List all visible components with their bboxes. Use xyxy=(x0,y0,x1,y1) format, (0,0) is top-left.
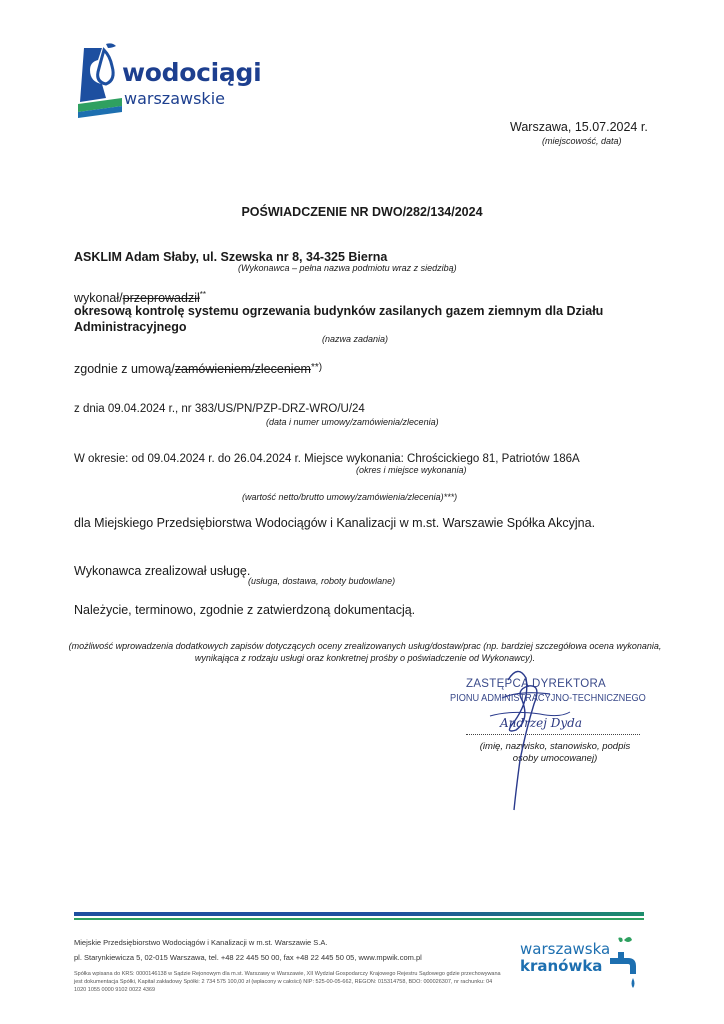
stamp-title-line1: ZASTĘPCA DYREKTORA xyxy=(466,678,607,690)
additional-notes-caption: (możliwość wprowadzenia dodatkowych zapisów dotyczących oceny zrealizowanych usług/dostaw/prac (np. bardziej szczegółowa ocena wykonania, wynikająca z rodzaju usługi oraz konkretnej prośby o poświadczenie od Wykonawcy). xyxy=(68,641,662,663)
contract-struck-text: zamówieniem/zleceniem xyxy=(174,362,311,376)
company-logo xyxy=(76,40,262,120)
place-date-caption: (miejscowość, data) xyxy=(542,136,622,146)
task-name: okresową kontrolę systemu ogrzewania budynków zasilanych gazem ziemnym dla Działu Administracyjnego xyxy=(74,304,604,334)
handwritten-signature-icon xyxy=(430,660,620,820)
water-drop-logo-icon xyxy=(76,40,126,120)
performed-struck-text: przeprowadził xyxy=(122,291,200,306)
faucet-icon xyxy=(608,934,646,994)
kranowka-brand-line2: kranówka xyxy=(520,957,603,975)
contract-suffix: **) xyxy=(310,362,323,373)
stamp-signer-name: Andrzej Dyda xyxy=(500,716,583,730)
logo-wordmark-primary: wodociągi xyxy=(122,58,262,87)
place-and-date: Warszawa, 15.07.2024 r. xyxy=(510,120,648,134)
contract-date-number: z dnia 09.04.2024 r., nr 383/US/PN/PZP-DRZ-WRO/U/24 xyxy=(74,403,365,415)
footer-contact: pl. Starynkiewicza 5, 02-015 Warszawa, tel. +48 22 445 50 00, fax +48 22 445 50 05, www.mpwik.com.pl xyxy=(74,953,422,962)
assessment-remarks: Należycie, terminowo, zgodnie z zatwierdzoną dokumentacją. xyxy=(74,603,416,617)
footer-divider-secondary xyxy=(74,918,644,920)
stamp-title-line2: PIONU ADMINISTRACYJNO-TECHNICZNEGO xyxy=(450,693,646,704)
kranowka-brand-line1: warszawska xyxy=(520,940,611,958)
task-caption: (nazwa zadania) xyxy=(322,334,389,344)
document-title: POŚWIADCZENIE NR DWO/282/134/2024 xyxy=(241,205,483,219)
period-caption: (okres i miejsce wykonania) xyxy=(356,465,467,475)
contract-line xyxy=(74,362,322,376)
logo-wordmark-secondary: warszawskie xyxy=(124,89,225,108)
contract-prefix: zgodnie z umową/ xyxy=(74,362,175,376)
contractor-name: ASKLIM Adam Słaby, ul. Szewska nr 8, 34-325 Bierna xyxy=(74,250,388,264)
contractor-caption: (Wykonawca – pełna nazwa podmiotu wraz z siedzibą) xyxy=(238,263,457,273)
performed-label: wykonał/ xyxy=(74,291,123,306)
footer-company-name: Miejskie Przedsiębiorstwo Wodociągów i Kanalizacji w m.st. Warszawie S.A. xyxy=(74,938,328,947)
footer-divider-primary xyxy=(74,912,644,916)
period-and-location: W okresie: od 09.04.2024 r. do 26.04.2024 r. Miejsce wykonania: Chrościckiego 81, Patriotów 186A xyxy=(74,453,580,465)
service-caption: (usługa, dostawa, roboty budowlane) xyxy=(248,576,396,586)
kranowka-brand xyxy=(516,934,646,994)
beneficiary-line: dla Miejskiego Przedsiębiorstwa Wodociągów i Kanalizacji w m.st. Warszawie Spółka Akcyjna. xyxy=(74,516,596,530)
contract-date-caption: (data i numer umowy/zamówienia/zlecenia) xyxy=(266,417,439,427)
value-caption: (wartość netto/brutto umowy/zamówienia/zlecenia)***) xyxy=(242,492,458,502)
footer-legal-info: Spółka wpisana do KRS: 0000146138 w Sądzie Rejonowym dla m.st. Warszawy w Warszawie, XII Wydział Gospodarczy Krajowego Rejestru Sądowego gdzie przechowywana jest dokumentacja Spółki, Kapitał zakładowy Spółki: 2 734 575 100,00 zł (wpłacony w całości) NIP: 525-00-05-662, REGON: 015314758, BDO: 000026307, nr rachunku: 04 1020 1055 0000 9102 0022 4369 xyxy=(74,971,501,993)
signature-caption: (imię, nazwisko, stanowisko, podpis osoby umocowanej) xyxy=(479,741,631,764)
service-statement: Wykonawca zrealizował usługę. xyxy=(74,564,251,578)
performed-footnote-mark: ** xyxy=(199,290,206,299)
